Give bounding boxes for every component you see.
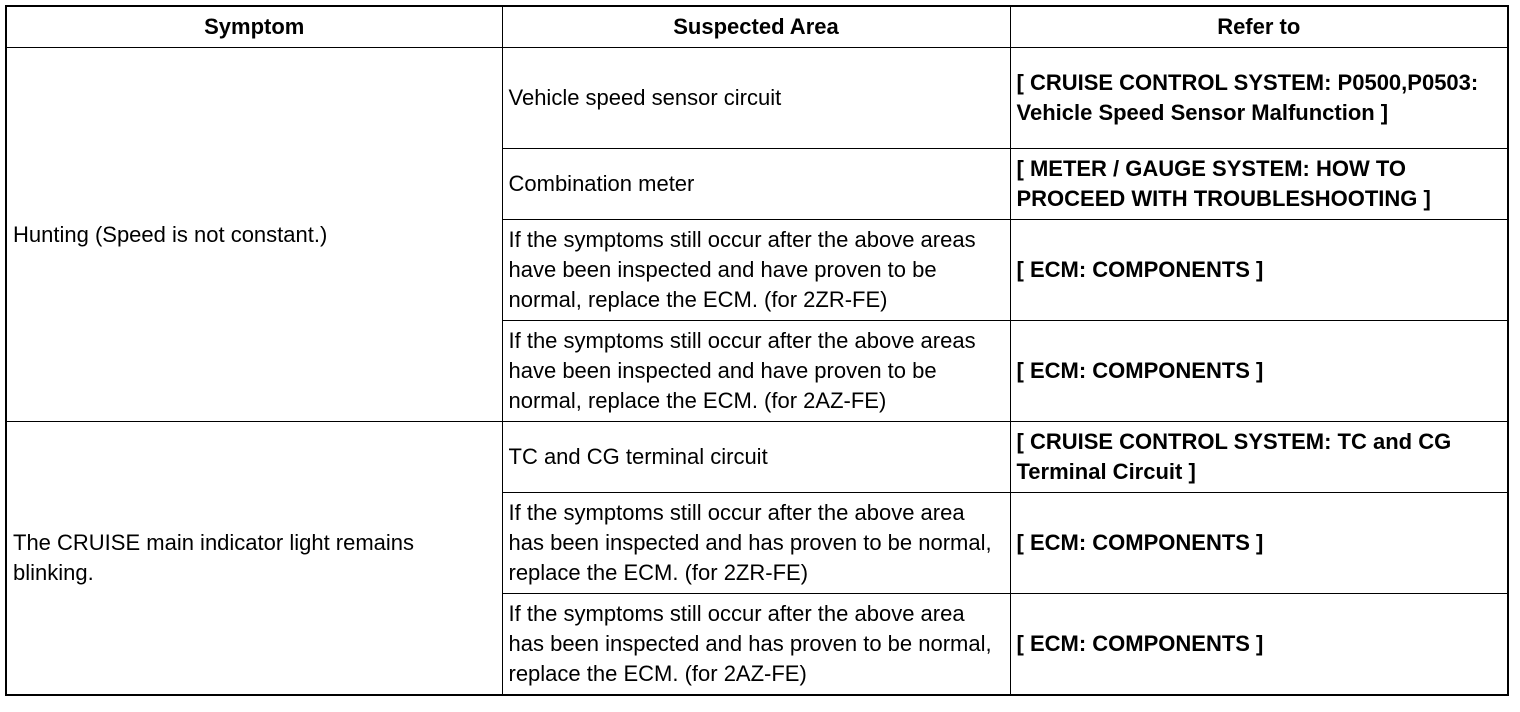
- suspected-area-cell: If the symptoms still occur after the above area has been inspected and has proven to be normal, replace the ECM. (for 2ZR-FE): [502, 493, 1010, 594]
- refer-to-link[interactable]: [ METER / GAUGE SYSTEM: HOW TO PROCEED WITH TROUBLESHOOTING ]: [1010, 149, 1508, 220]
- suspected-area-cell: Vehicle speed sensor circuit: [502, 48, 1010, 149]
- suspected-area-cell: If the symptoms still occur after the above areas have been inspected and have proven to be normal, replace the ECM. (for 2AZ-FE): [502, 321, 1010, 422]
- table-row: [6, 422, 1508, 493]
- refer-to-link[interactable]: [ ECM: COMPONENTS ]: [1010, 594, 1508, 696]
- refer-to-link[interactable]: [ ECM: COMPONENTS ]: [1010, 321, 1508, 422]
- suspected-area-cell: TC and CG terminal circuit: [502, 422, 1010, 493]
- header-refer-to: Refer to: [1010, 6, 1508, 48]
- header-row: [6, 6, 1508, 48]
- refer-to-link[interactable]: [ CRUISE CONTROL SYSTEM: P0500,P0503: Vehicle Speed Sensor Malfunction ]: [1010, 48, 1508, 149]
- suspected-area-cell: If the symptoms still occur after the above area has been inspected and has proven to be normal, replace the ECM. (for 2AZ-FE): [502, 594, 1010, 696]
- symptom-table: [5, 5, 1509, 696]
- refer-to-link[interactable]: [ ECM: COMPONENTS ]: [1010, 493, 1508, 594]
- table-body: [6, 48, 1508, 696]
- table-row: [6, 48, 1508, 149]
- suspected-area-cell: If the symptoms still occur after the above areas have been inspected and have proven to be normal, replace the ECM. (for 2ZR-FE): [502, 220, 1010, 321]
- symptom-cell: Hunting (Speed is not constant.): [6, 48, 502, 422]
- header-symptom: Symptom: [6, 6, 502, 48]
- symptom-cell: The CRUISE main indicator light remains blinking.: [6, 422, 502, 696]
- refer-to-link[interactable]: [ ECM: COMPONENTS ]: [1010, 220, 1508, 321]
- suspected-area-cell: Combination meter: [502, 149, 1010, 220]
- refer-to-link[interactable]: [ CRUISE CONTROL SYSTEM: TC and CG Terminal Circuit ]: [1010, 422, 1508, 493]
- table-header: [6, 6, 1508, 48]
- header-suspected-area: Suspected Area: [502, 6, 1010, 48]
